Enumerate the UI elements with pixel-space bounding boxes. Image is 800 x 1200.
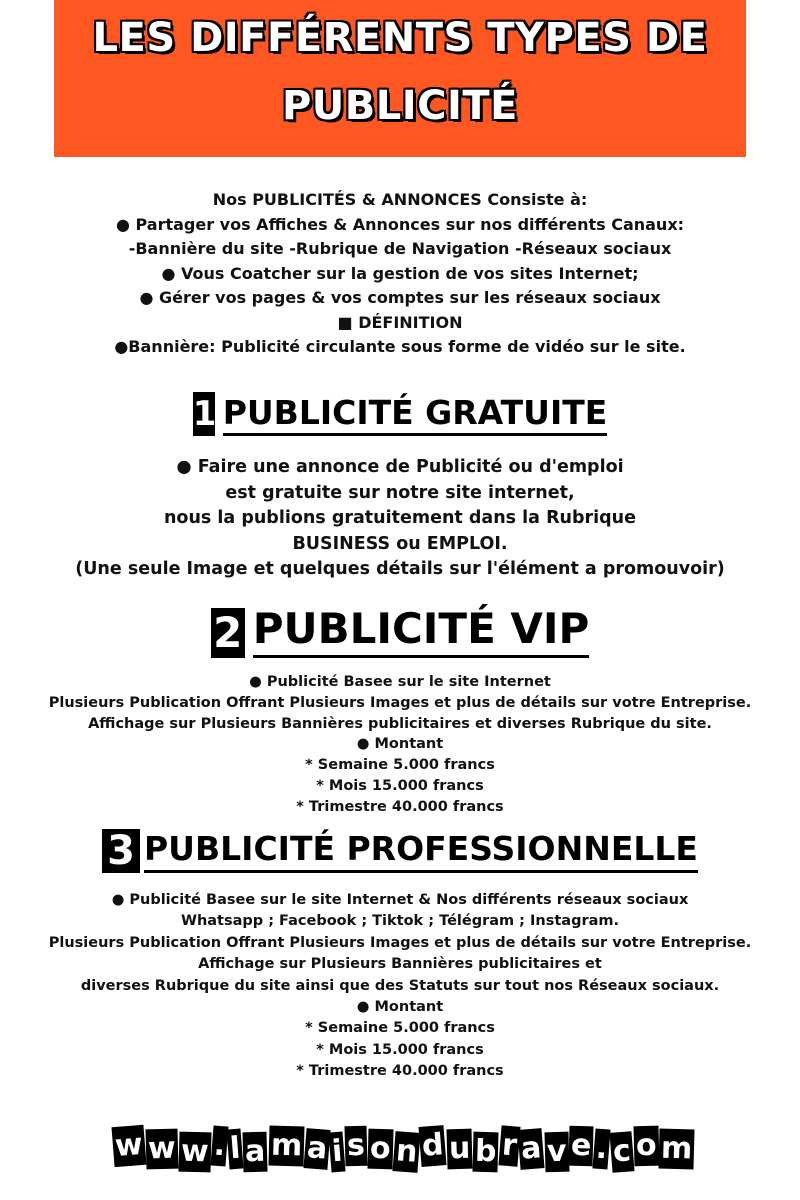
- website-letter: b: [473, 1132, 500, 1173]
- section-line: ● Publicité Basee sur le site Internet & Nos différents réseaux sociaux: [111, 892, 689, 908]
- website-letter: i: [328, 1132, 345, 1173]
- section-body-professionnelle: [0, 890, 800, 1083]
- section-line: ● Montant: [356, 736, 444, 753]
- website-letter: m: [659, 1129, 695, 1170]
- section-line: (Une seule Image et quelques détails sur l'élément a promouvoir): [75, 559, 725, 579]
- section-line: Plusieurs Publication Offrant Plusieurs Images et plus de détails sur votre Entreprise.: [48, 934, 752, 951]
- intro-line: ● Vous Coatcher sur la gestion de vos sites Internet;: [161, 263, 639, 283]
- website-letter: m: [268, 1126, 304, 1167]
- website-letter: .: [210, 1125, 228, 1166]
- section-line: Affichage sur Plusieurs Bannières publicitaires et diverses Rubrique du site.: [88, 715, 712, 732]
- section-title: PUBLICITÉ PROFESSIONNELLE: [144, 828, 698, 873]
- intro-line: ● Partager vos Affiches & Annonces sur nos différents Canaux:: [115, 214, 685, 234]
- price-line: * Mois 15.000 francs: [316, 1041, 484, 1058]
- section-line: ● Faire une annonce de Publicité ou d'emploi: [176, 457, 624, 477]
- price-line: * Semaine 5.000 francs: [305, 757, 495, 774]
- website-letter: .: [593, 1128, 611, 1169]
- section-line: est gratuite sur notre site internet,: [225, 482, 575, 503]
- website-letter: n: [392, 1131, 420, 1173]
- section-number-badge: 2: [211, 608, 245, 658]
- section-line: diverses Rubrique du site ainsi que des Statuts sur tout nos Réseaux sociaux.: [80, 977, 720, 994]
- section-number-badge: 1: [192, 394, 217, 434]
- website-letter: o: [368, 1129, 394, 1170]
- website-letter: c: [609, 1131, 634, 1173]
- section-line: ● Montant: [356, 999, 444, 1016]
- section-number-badge: 3: [102, 829, 140, 873]
- section-body-vip: [0, 672, 800, 818]
- intro-line: ● Gérer vos pages & vos comptes sur les réseaux sociaux: [139, 288, 661, 307]
- price-line: * Trimestre 40.000 francs: [296, 1063, 504, 1080]
- section-heading-vip: [0, 603, 800, 658]
- intro-line: -Bannière du site -Rubrique de Navigation -Réseaux sociaux: [128, 239, 672, 258]
- section-title: PUBLICITÉ VIP: [253, 603, 590, 658]
- intro-line: Nos PUBLICITÉS & ANNONCES Consiste à:: [212, 190, 588, 209]
- price-line: * Semaine 5.000 francs: [305, 1020, 495, 1037]
- page-title-line-1: LES DIFFÉRENTS TYPES DE: [92, 15, 708, 61]
- website-letter: u: [446, 1129, 472, 1170]
- section-body-gratuite: [0, 455, 800, 583]
- website-letter: a: [518, 1128, 545, 1170]
- section-line: nous la publions gratuitement dans la Rubrique: [163, 508, 637, 528]
- price-line: * Mois 15.000 francs: [316, 777, 484, 794]
- website-letter: a: [243, 1132, 268, 1173]
- section-heading-gratuite: [0, 392, 800, 436]
- section-line: Whatsapp ; Facebook ; Tiktok ; Télégram ; Instagram.: [180, 913, 620, 930]
- website-letter: r: [498, 1125, 520, 1166]
- section-line: Affichage sur Plusieurs Bannières publicitaires et: [198, 956, 602, 973]
- website-letter: v: [544, 1132, 569, 1173]
- website-letter: d: [419, 1125, 448, 1167]
- website-letter: l: [226, 1129, 243, 1170]
- website-letter: w: [178, 1132, 211, 1173]
- section-line: Plusieurs Publication Offrant Plusieurs Images et plus de détails sur votre Entreprise.: [48, 694, 752, 711]
- section-title: PUBLICITÉ GRATUITE: [223, 393, 608, 436]
- intro-text: [0, 188, 800, 360]
- intro-line: ●Bannière: Publicité circulante sous forme de vidéo sur le site.: [114, 337, 686, 356]
- section-line: BUSINESS ou EMPLOI.: [292, 533, 508, 554]
- website-letter: a: [303, 1128, 330, 1170]
- section-heading-professionnelle: [0, 828, 800, 873]
- intro-line: ■ DÉFINITION: [337, 312, 463, 332]
- title-banner: [54, 0, 746, 157]
- website-letter: w: [146, 1129, 179, 1170]
- website-url[interactable]: [58, 1126, 750, 1172]
- website-letter: w: [112, 1125, 147, 1167]
- website-letter: s: [345, 1126, 368, 1167]
- price-line: * Trimestre 40.000 francs: [296, 798, 504, 815]
- section-line: ● Publicité Basee sur le site Internet: [249, 674, 551, 690]
- page-title-line-2: PUBLICITÉ: [281, 83, 518, 129]
- website-letter: o: [633, 1126, 659, 1167]
- website-letter: e: [569, 1126, 594, 1167]
